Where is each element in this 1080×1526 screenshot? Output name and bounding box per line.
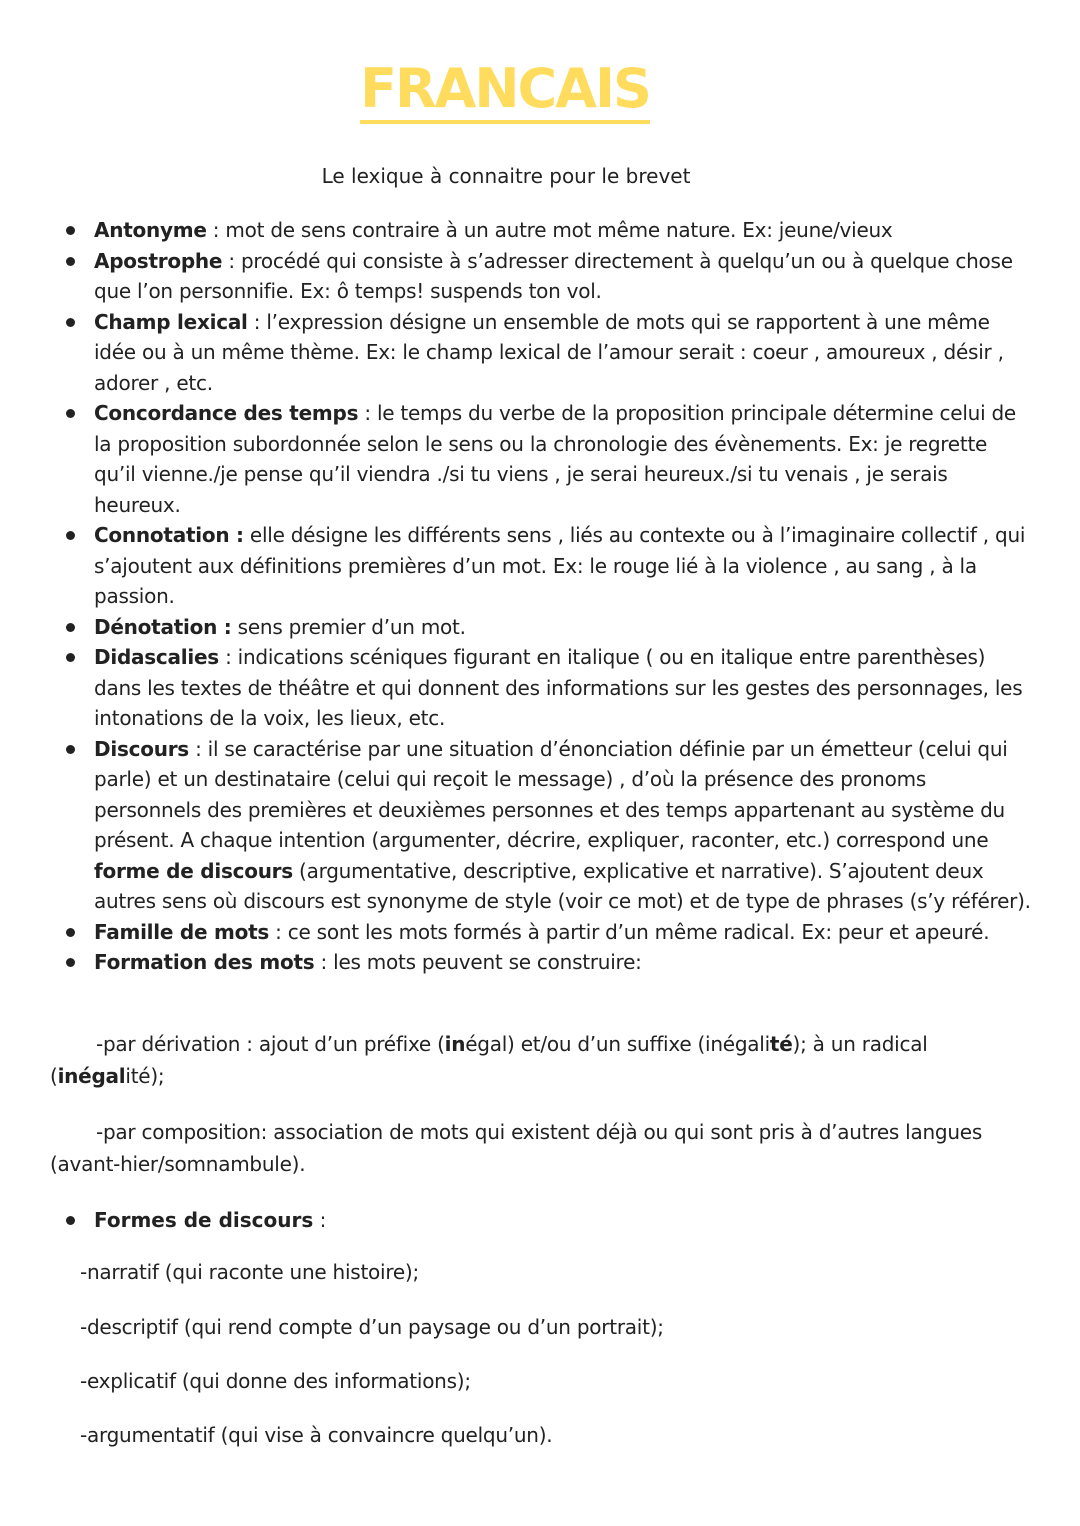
term-label: Formation des mots	[94, 950, 315, 974]
page-title: FRANCAIS	[0, 56, 1010, 122]
term-definition: sens premier d’un mot.	[237, 614, 466, 639]
term-label: Formes de discours	[94, 1208, 314, 1232]
lexicon-item-denotation	[0, 612, 1080, 643]
term-definition-cont: (argumentative, descriptive, explicative et narrative). S’ajoutent deux autres sens où discours est synonyme de style (voir ce mot) et de type de phrases (s’y référer).	[94, 858, 1031, 913]
bullet-icon	[66, 257, 75, 266]
lexicon-list	[0, 215, 1080, 978]
term-definition: elle désigne les différents sens , liés au contexte ou à l’imaginaire collectif , qui s’ajoutent aux définitions premières d’un mot. Ex: le rouge lié à la violence , au sang , à la passion.	[94, 523, 1026, 608]
term-inline-bold: forme de discours	[94, 858, 293, 883]
lexicon-item-didascalies: Didascalies : indications scéniques figurant en italique ( ou en italique entre parenthèses) dans les textes de théâtre et qui donnent des informations sur les gestes des personnages, les intonations de la voix, les lieux, etc.	[0, 642, 1080, 734]
term-label: Concordance des temps	[94, 401, 359, 425]
lexicon-item-formes: Formes de discours :	[94, 1205, 326, 1235]
term-label: Connotation :	[94, 523, 244, 547]
bullet-icon	[66, 653, 75, 662]
lexicon-item-champ-lexical: Champ lexical : l’expression désigne un ensemble de mots qui se rapportent à une même idée ou à un même thème. Ex: le champ lexical de l’amour serait : coeur , amoureux , désir , adorer , etc.	[0, 307, 1080, 399]
lexicon-item-formation: Formation des mots : les mots peuvent se construire:	[0, 947, 1080, 978]
forme-descriptif: -descriptif (qui rend compte d’un paysage ou d’un portrait);	[80, 1315, 664, 1339]
term-label: Apostrophe	[94, 248, 223, 273]
term-label: Antonyme	[94, 218, 207, 242]
term-definition: mot de sens contraire à un autre mot même nature. Ex: jeune/vieux	[225, 218, 893, 242]
lexicon-item-discours: Discours : il se caractérise par une situation d’énonciation définie par un émetteur (celui qui parle) et un destinataire (celui qui reçoit le message) , d’où la présence des pronoms personnels des premières et deuxièmes personnes et des temps appartenant au système du présent. A chaque intention (argumenter, décrire, expliquer, raconter, etc.) correspond une forme de discours (argumentative, descriptive, explicative et narrative). S’ajoutent deux autres sens où discours est synonyme de style (voir ce mot) et de type de phrases (s’y référer).	[0, 734, 1080, 917]
term-label: Champ lexical	[94, 309, 248, 334]
bullet-icon	[66, 531, 75, 540]
forme-explicatif: -explicatif (qui donne des informations);	[80, 1369, 471, 1393]
bullet-icon	[66, 226, 75, 235]
forme-narratif: -narratif (qui raconte une histoire);	[80, 1260, 419, 1284]
term-label: Famille de mots	[94, 919, 270, 944]
lexicon-item-famille: Famille de mots : ce sont les mots formés à partir d’un même radical. Ex: peur et apeuré.	[0, 917, 1080, 948]
lexicon-item-concordance: Concordance des temps : le temps du verbe de la proposition principale détermine celui de la proposition subordonnée selon le sens ou la chronologie des évènements. Ex: je regrette qu’il vienne./je pense qu’il viendra ./si tu viens , je serai heureux./si tu venais , je serais heureux.	[0, 398, 1080, 520]
term-label: Dénotation :	[94, 614, 232, 639]
term-definition: le temps du verbe de la proposition principale détermine celui de la proposition subordonnée selon le sens ou la chronologie des évènements. Ex: je regrette qu’il vienne./je pense qu’il viendra ./si tu viens , je serai heureux./si tu venais , je serais heureux.	[94, 401, 1016, 517]
term-definition: l’expression désigne un ensemble de mots qui se rapportent à une même idée ou à un même thème. Ex: le champ lexical de l’amour serait : coeur , amoureux , désir , adorer , etc.	[94, 309, 1004, 395]
bullet-icon	[66, 928, 75, 937]
bullet-icon	[66, 958, 75, 967]
lexicon-item-antonyme: Antonyme : mot de sens contraire à un autre mot même nature. Ex: jeune/vieux	[0, 215, 1080, 246]
term-definition: les mots peuvent se construire:	[333, 950, 642, 974]
forme-argumentatif: -argumentatif (qui vise à convaincre quelqu’un).	[80, 1423, 553, 1447]
composition-paragraph: -par composition: association de mots qui existent déjà ou qui sont pris à d’autres langues (avant-hier/somnambule).	[50, 1120, 982, 1176]
term-definition: il se caractérise par une situation d’énonciation définie par un émetteur (celui qui parle) et un destinataire (celui qui reçoit le message) , d’où la présence des pronoms personnels des premières et deuxièmes personnes et des temps appartenant au système du présent. A chaque intention (argumenter, décrire, expliquer, raconter, etc.) correspond une	[94, 736, 1008, 852]
lexicon-item-connotation	[0, 520, 1080, 612]
lexicon-item-apostrophe: Apostrophe : procédé qui consiste à s’adresser directement à quelqu’un ou à quelque chose que l’on personnifie. Ex: ô temps! suspends ton vol.	[0, 246, 1080, 307]
bullet-icon	[66, 409, 75, 418]
term-definition: ce sont les mots formés à partir d’un même radical. Ex: peur et apeuré.	[287, 919, 990, 944]
bullet-icon	[66, 1216, 75, 1225]
term-label: Didascalies	[94, 645, 219, 669]
bullet-icon	[66, 623, 75, 632]
page-subtitle: Le lexique à connaitre pour le brevet	[321, 164, 691, 188]
bullet-icon	[66, 318, 75, 327]
term-definition: procédé qui consiste à s’adresser directement à quelqu’un ou à quelque chose que l’on personnifie. Ex: ô temps! suspends ton vol.	[94, 248, 1013, 303]
derivation-paragraph: -par dérivation : ajout d’un préfixe (inégal) et/ou d’un suffixe (inégalité); à un radical (inégalité);	[50, 1032, 928, 1088]
bullet-icon	[66, 745, 75, 754]
term-label: Discours	[94, 736, 189, 761]
term-definition: indications scéniques figurant en italique ( ou en italique entre parenthèses) dans les textes de théâtre et qui donnent des informations sur les gestes des personnages, les intonations de la voix, les lieux, etc.	[94, 645, 1023, 730]
